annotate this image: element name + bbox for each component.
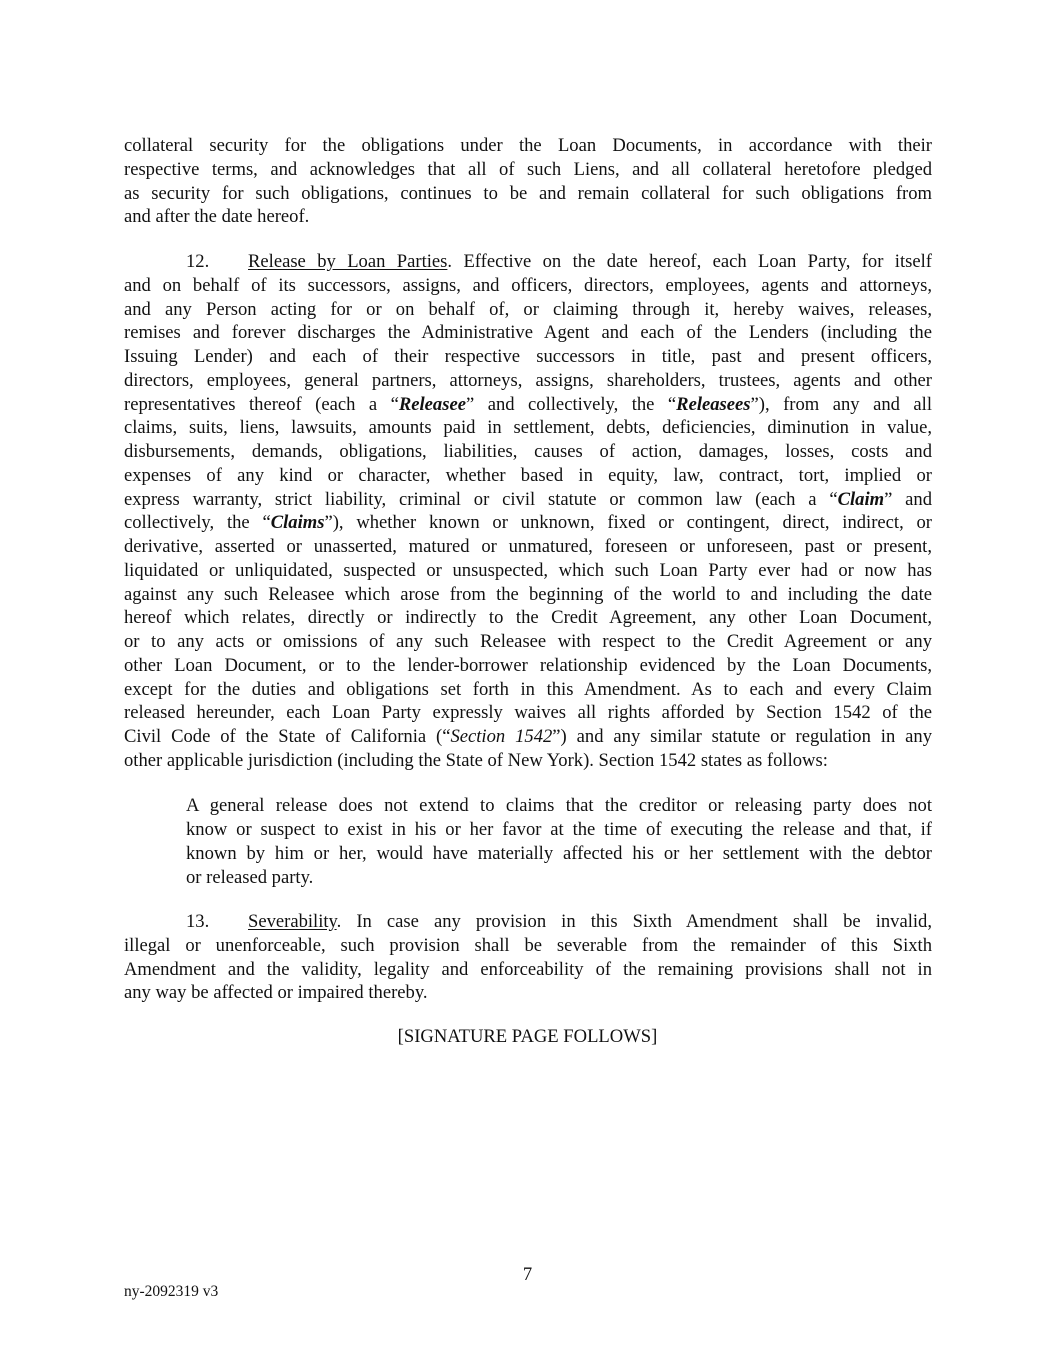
text-line <box>124 393 932 417</box>
text-run: ”), whether known or unknown, fixed or contingent, direct, indirect, or <box>324 512 933 533</box>
text-line <box>124 488 932 512</box>
text-run: ” and collectively, the “ <box>465 394 677 415</box>
text-line: expenses of any kind or character, whether based in equity, law, contract, tort, implied or <box>124 465 932 486</box>
text-line: any way be affected or impaired thereby. <box>124 982 428 1003</box>
document-id: ny-2092319 v3 <box>124 1283 219 1300</box>
text-line: other Loan Document, or to the lender-borrower relationship evidenced by the Loan Documents, <box>124 655 932 676</box>
text-line: illegal or unenforceable, such provision shall be severable from the remainder of this Sixth <box>124 935 932 956</box>
signature-page-notice: [SIGNATURE PAGE FOLLOWS] <box>397 1026 658 1047</box>
text-run: ” and <box>884 489 932 510</box>
text-line: collateral security for the obligations under the Loan Documents, in accordance with their <box>124 135 932 156</box>
text-line: remises and forever discharges the Administrative Agent and each of the Lenders (including the <box>124 322 932 343</box>
text-line: except for the duties and obligations set forth in this Amendment. As to each and every Claim <box>124 679 932 700</box>
defined-term-claims: Claims <box>270 512 325 533</box>
defined-term-section-1542: Section 1542 <box>450 726 553 747</box>
text-line: known by him or her, would have materially affected his or her settlement with the debtor <box>186 843 932 864</box>
section-number: 13. <box>186 911 210 932</box>
text-run: Civil Code of the State of California (“ <box>124 726 451 747</box>
section-heading: Release by Loan Parties <box>248 251 448 272</box>
text-line: claims, suits, liens, lawsuits, amounts paid in settlement, debts, deficiencies, diminution in value, <box>124 417 932 438</box>
defined-term-releasee: Releasee <box>398 394 466 415</box>
text-line: respective terms, and acknowledges that all of such Liens, and all collateral heretofore pledged <box>124 159 932 180</box>
text-line: or released party. <box>186 867 314 888</box>
text-line: released hereunder, each Loan Party expressly waives all rights afforded by Section 1542 of the <box>124 702 932 723</box>
text-line: liquidated or unliquidated, suspected or unsuspected, which such Loan Party ever had or now has <box>124 560 932 581</box>
text-run: . In case any provision in this Sixth Amendment shall be invalid, <box>336 911 932 932</box>
defined-term-releasees: Releasees <box>676 394 751 415</box>
text-line <box>124 910 932 934</box>
section-heading: Severability <box>248 911 337 932</box>
text-line: against any such Releasee which arose from the beginning of the world to and including the date <box>124 584 932 605</box>
text-line: Issuing Lender) and each of their respective successors in title, past and present officers, <box>124 346 932 367</box>
text-line: and any Person acting for or on behalf of, or claiming through it, hereby waives, releases, <box>124 299 932 320</box>
text-line: hereof which relates, directly or indirectly to the Credit Agreement, any other Loan Document, <box>124 607 932 628</box>
text-line <box>124 725 932 749</box>
text-line: derivative, asserted or unasserted, matured or unmatured, foreseen or unforeseen, past or present, <box>124 536 932 557</box>
text-line: and after the date hereof. <box>124 206 310 227</box>
text-run: ”), from any and all <box>750 394 932 415</box>
text-run: collectively, the “ <box>124 512 271 533</box>
text-line: or to any acts or omissions of any such Releasee with respect to the Credit Agreement or any <box>124 631 932 652</box>
text-line: know or suspect to exist in his or her favor at the time of executing the release and that, if <box>186 819 932 840</box>
text-line: other applicable jurisdiction (including the State of New York). Section 1542 states as follows: <box>124 750 828 771</box>
page-number: 7 <box>522 1264 533 1285</box>
defined-term-claim: Claim <box>837 489 885 510</box>
text-run: . Effective on the date hereof, each Loan Party, for itself <box>447 251 932 272</box>
text-line <box>124 511 932 535</box>
section-number: 12. <box>186 251 210 272</box>
text-line: directors, employees, general partners, attorneys, assigns, shareholders, trustees, agents and other <box>124 370 932 391</box>
text-line <box>124 250 932 274</box>
text-run: ”) and any similar statute or regulation in any <box>552 726 933 747</box>
text-run: express warranty, strict liability, criminal or civil statute or common law (each a “ <box>124 489 838 510</box>
text-line: disbursements, demands, obligations, liabilities, causes of action, damages, losses, costs and <box>124 441 932 462</box>
text-line: and on behalf of its successors, assigns, and officers, directors, employees, agents and attorneys, <box>124 275 932 296</box>
text-line: as security for such obligations, continues to be and remain collateral for such obligations from <box>124 183 932 204</box>
text-line: A general release does not extend to claims that the creditor or releasing party does not <box>186 795 932 816</box>
text-run: representatives thereof (each a “ <box>124 394 399 415</box>
text-line: Amendment and the validity, legality and enforceability of the remaining provisions shall not in <box>124 959 932 980</box>
